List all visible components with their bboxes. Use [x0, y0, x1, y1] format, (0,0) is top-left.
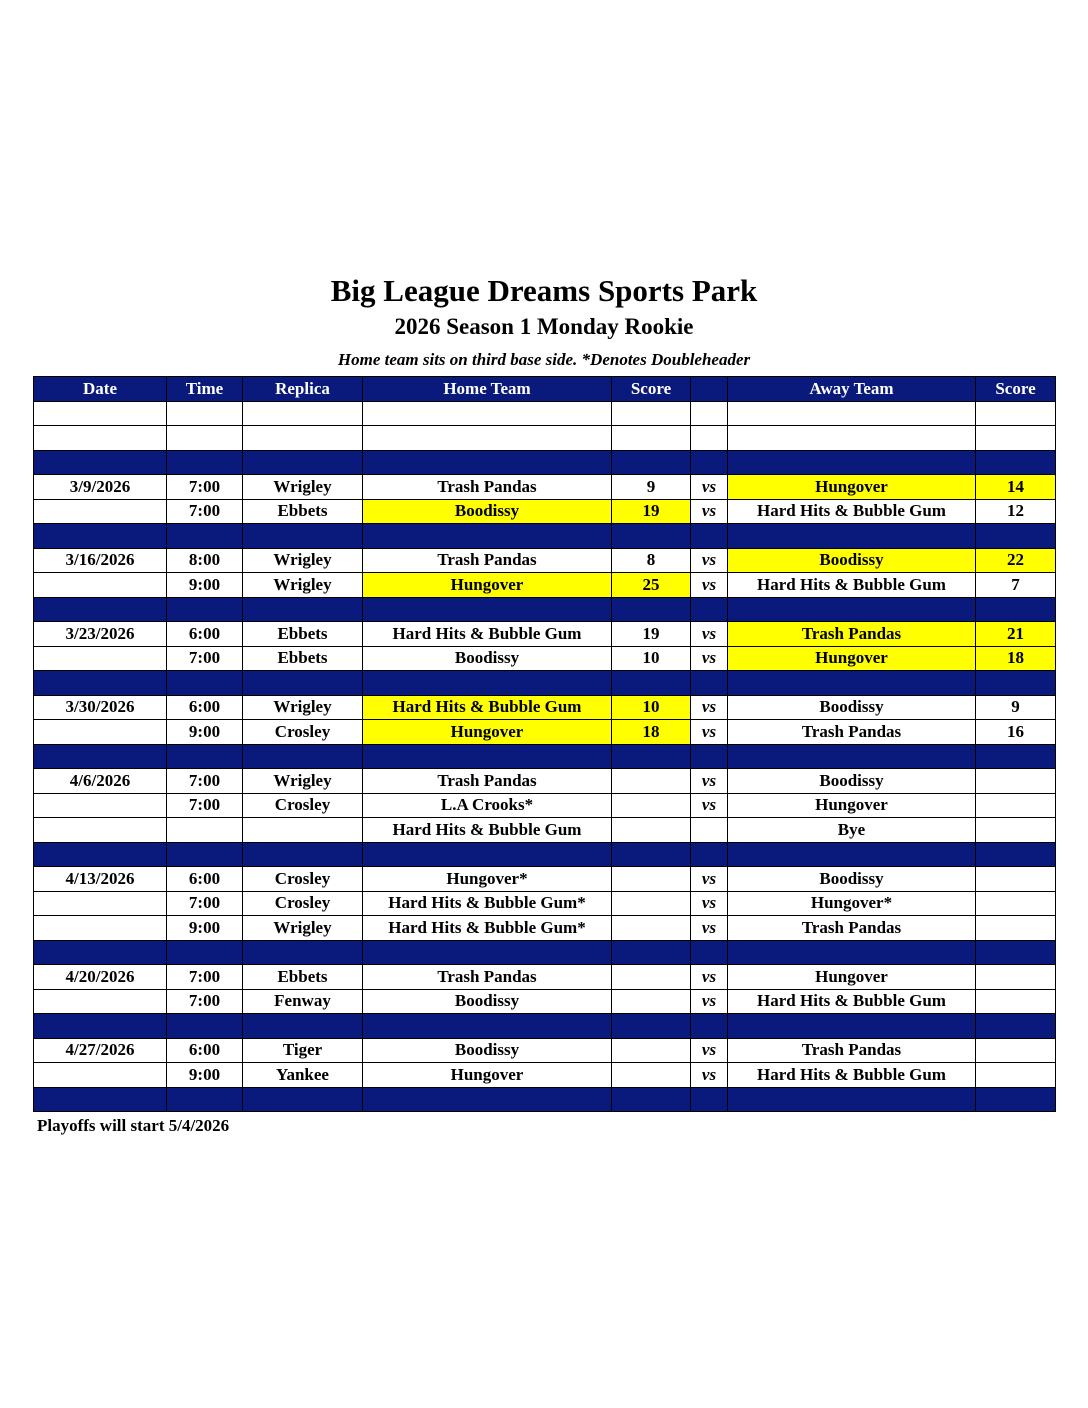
- cell-home-team: [363, 450, 612, 475]
- game-row: [34, 646, 1056, 671]
- cell-away-team: Hard Hits & Bubble Gum: [728, 499, 976, 524]
- cell-replica: [243, 401, 363, 426]
- cell-vs: vs: [691, 793, 728, 818]
- col-header-home-team: Home Team: [363, 377, 612, 402]
- cell-vs: vs: [691, 891, 728, 916]
- cell-time: [167, 1014, 243, 1039]
- cell-away-score: [976, 450, 1056, 475]
- cell-vs: [691, 524, 728, 549]
- cell-replica: Yankee: [243, 1063, 363, 1088]
- cell-away-team: Hungover: [728, 475, 976, 500]
- cell-away-team: [728, 1087, 976, 1112]
- cell-away-score: [976, 524, 1056, 549]
- cell-vs: vs: [691, 646, 728, 671]
- cell-vs: vs: [691, 499, 728, 524]
- cell-date: [34, 1014, 167, 1039]
- cell-home-score: [612, 769, 691, 794]
- cell-vs: [691, 450, 728, 475]
- cell-home-score: [612, 842, 691, 867]
- cell-time: 6:00: [167, 695, 243, 720]
- cell-time: 6:00: [167, 867, 243, 892]
- schedule-table: [33, 376, 1056, 1112]
- cell-replica: Tiger: [243, 1038, 363, 1063]
- cell-home-score: [612, 1087, 691, 1112]
- cell-away-score: [976, 597, 1056, 622]
- game-row: [34, 1038, 1056, 1063]
- cell-date: [34, 720, 167, 745]
- cell-time: [167, 940, 243, 965]
- game-row: [34, 573, 1056, 598]
- cell-home-score: 25: [612, 573, 691, 598]
- cell-away-score: [976, 916, 1056, 941]
- game-row: [34, 769, 1056, 794]
- cell-time: 9:00: [167, 916, 243, 941]
- cell-away-score: 12: [976, 499, 1056, 524]
- cell-away-score: [976, 793, 1056, 818]
- cell-away-score: [976, 744, 1056, 769]
- cell-vs: [691, 671, 728, 696]
- game-row: [34, 891, 1056, 916]
- game-row: [34, 867, 1056, 892]
- cell-replica: Crosley: [243, 720, 363, 745]
- cell-date: [34, 842, 167, 867]
- cell-replica: [243, 524, 363, 549]
- cell-vs: [691, 426, 728, 451]
- cell-time: 7:00: [167, 475, 243, 500]
- cell-replica: Crosley: [243, 891, 363, 916]
- cell-time: 7:00: [167, 646, 243, 671]
- cell-time: 7:00: [167, 989, 243, 1014]
- cell-away-score: 14: [976, 475, 1056, 500]
- cell-away-team: Hard Hits & Bubble Gum: [728, 1063, 976, 1088]
- cell-away-team: [728, 940, 976, 965]
- cell-home-score: [612, 401, 691, 426]
- cell-home-score: [612, 671, 691, 696]
- cell-vs: vs: [691, 695, 728, 720]
- separator-row: [34, 1014, 1056, 1039]
- game-row: [34, 965, 1056, 990]
- cell-away-team: [728, 671, 976, 696]
- cell-time: [167, 818, 243, 843]
- col-header-away-team: Away Team: [728, 377, 976, 402]
- cell-vs: [691, 1087, 728, 1112]
- cell-replica: [243, 597, 363, 622]
- cell-away-team: Boodissy: [728, 769, 976, 794]
- cell-time: [167, 401, 243, 426]
- cell-replica: Wrigley: [243, 769, 363, 794]
- game-row: [34, 818, 1056, 843]
- col-header-home-score: Score: [612, 377, 691, 402]
- cell-away-score: [976, 940, 1056, 965]
- cell-home-team: [363, 671, 612, 696]
- separator-row: [34, 940, 1056, 965]
- cell-home-score: [612, 818, 691, 843]
- cell-home-team: Boodissy: [363, 1038, 612, 1063]
- cell-vs: [691, 818, 728, 843]
- cell-away-team: Hungover*: [728, 891, 976, 916]
- blank-row: [34, 401, 1056, 426]
- cell-vs: [691, 1014, 728, 1039]
- cell-date: [34, 499, 167, 524]
- page-title: Big League Dreams Sports Park: [330, 273, 758, 308]
- game-row: [34, 916, 1056, 941]
- cell-home-score: [612, 1038, 691, 1063]
- cell-away-score: 22: [976, 548, 1056, 573]
- cell-date: 3/16/2026: [34, 548, 167, 573]
- cell-away-score: 7: [976, 573, 1056, 598]
- cell-time: [167, 597, 243, 622]
- cell-home-score: [612, 524, 691, 549]
- cell-time: 7:00: [167, 965, 243, 990]
- cell-date: 4/13/2026: [34, 867, 167, 892]
- cell-vs: vs: [691, 720, 728, 745]
- cell-home-team: Trash Pandas: [363, 965, 612, 990]
- cell-date: [34, 646, 167, 671]
- cell-home-score: [612, 1014, 691, 1039]
- cell-home-team: Hungover*: [363, 867, 612, 892]
- cell-home-team: [363, 1087, 612, 1112]
- cell-away-score: 16: [976, 720, 1056, 745]
- cell-home-score: [612, 744, 691, 769]
- cell-away-team: Hard Hits & Bubble Gum: [728, 989, 976, 1014]
- separator-row: [34, 450, 1056, 475]
- cell-date: 4/27/2026: [34, 1038, 167, 1063]
- cell-date: [34, 1087, 167, 1112]
- cell-home-score: [612, 965, 691, 990]
- cell-vs: [691, 401, 728, 426]
- cell-home-team: Hard Hits & Bubble Gum: [363, 818, 612, 843]
- cell-replica: [243, 940, 363, 965]
- cell-away-team: [728, 842, 976, 867]
- cell-home-team: Boodissy: [363, 989, 612, 1014]
- cell-home-score: [612, 989, 691, 1014]
- cell-away-score: [976, 989, 1056, 1014]
- cell-date: [34, 524, 167, 549]
- cell-away-team: Hungover: [728, 965, 976, 990]
- cell-away-score: [976, 401, 1056, 426]
- cell-vs: vs: [691, 1063, 728, 1088]
- cell-date: [34, 671, 167, 696]
- cell-away-score: [976, 426, 1056, 451]
- cell-time: 6:00: [167, 1038, 243, 1063]
- game-row: [34, 989, 1056, 1014]
- cell-away-score: [976, 891, 1056, 916]
- cell-replica: Ebbets: [243, 646, 363, 671]
- cell-date: [34, 940, 167, 965]
- cell-date: 4/20/2026: [34, 965, 167, 990]
- cell-home-score: 18: [612, 720, 691, 745]
- cell-away-score: [976, 842, 1056, 867]
- cell-away-team: Trash Pandas: [728, 720, 976, 745]
- cell-away-team: Hungover: [728, 646, 976, 671]
- col-header-date: Date: [34, 377, 167, 402]
- separator-row: [34, 842, 1056, 867]
- cell-replica: Wrigley: [243, 573, 363, 598]
- cell-date: [34, 989, 167, 1014]
- cell-home-team: [363, 1014, 612, 1039]
- cell-replica: Wrigley: [243, 916, 363, 941]
- cell-vs: vs: [691, 916, 728, 941]
- cell-home-score: [612, 450, 691, 475]
- cell-time: [167, 1087, 243, 1112]
- cell-home-team: Hard Hits & Bubble Gum: [363, 622, 612, 647]
- cell-vs: vs: [691, 965, 728, 990]
- cell-date: [34, 891, 167, 916]
- game-row: [34, 793, 1056, 818]
- cell-vs: [691, 597, 728, 622]
- cell-home-team: Hungover: [363, 720, 612, 745]
- col-header-vs: [691, 377, 728, 402]
- game-row: [34, 1063, 1056, 1088]
- cell-vs: vs: [691, 867, 728, 892]
- cell-vs: vs: [691, 573, 728, 598]
- cell-replica: Wrigley: [243, 475, 363, 500]
- cell-date: [34, 573, 167, 598]
- cell-away-team: Boodissy: [728, 548, 976, 573]
- cell-home-team: Boodissy: [363, 646, 612, 671]
- cell-date: [34, 818, 167, 843]
- game-row: [34, 548, 1056, 573]
- cell-replica: Crosley: [243, 793, 363, 818]
- cell-home-team: Hungover: [363, 1063, 612, 1088]
- separator-row: [34, 597, 1056, 622]
- cell-time: 7:00: [167, 793, 243, 818]
- cell-time: 9:00: [167, 1063, 243, 1088]
- game-row: [34, 499, 1056, 524]
- cell-home-team: [363, 524, 612, 549]
- cell-away-score: [976, 1038, 1056, 1063]
- cell-away-team: [728, 524, 976, 549]
- cell-time: 9:00: [167, 573, 243, 598]
- cell-home-score: 19: [612, 622, 691, 647]
- cell-replica: [243, 818, 363, 843]
- cell-away-score: [976, 867, 1056, 892]
- cell-home-team: [363, 842, 612, 867]
- cell-home-team: Hard Hits & Bubble Gum*: [363, 891, 612, 916]
- cell-away-score: 18: [976, 646, 1056, 671]
- cell-replica: Crosley: [243, 867, 363, 892]
- cell-date: [34, 401, 167, 426]
- cell-away-team: [728, 744, 976, 769]
- cell-away-team: [728, 426, 976, 451]
- cell-date: 4/6/2026: [34, 769, 167, 794]
- cell-replica: [243, 671, 363, 696]
- page-subtitle: 2026 Season 1 Monday Rookie: [394, 314, 694, 339]
- game-row: [34, 475, 1056, 500]
- cell-date: [34, 1063, 167, 1088]
- separator-row: [34, 1087, 1056, 1112]
- cell-time: 9:00: [167, 720, 243, 745]
- cell-away-score: 9: [976, 695, 1056, 720]
- cell-home-score: [612, 940, 691, 965]
- cell-replica: [243, 744, 363, 769]
- playoffs-note: Playoffs will start 5/4/2026: [37, 1116, 230, 1135]
- cell-vs: vs: [691, 622, 728, 647]
- cell-replica: Ebbets: [243, 965, 363, 990]
- cell-replica: [243, 1014, 363, 1039]
- cell-home-score: [612, 891, 691, 916]
- cell-replica: [243, 842, 363, 867]
- cell-time: [167, 744, 243, 769]
- cell-home-team: Hard Hits & Bubble Gum*: [363, 916, 612, 941]
- cell-time: [167, 671, 243, 696]
- cell-date: 3/30/2026: [34, 695, 167, 720]
- cell-date: [34, 597, 167, 622]
- cell-date: [34, 426, 167, 451]
- cell-away-team: Boodissy: [728, 695, 976, 720]
- cell-date: [34, 916, 167, 941]
- separator-row: [34, 671, 1056, 696]
- cell-vs: vs: [691, 548, 728, 573]
- game-row: [34, 695, 1056, 720]
- col-header-away-score: Score: [976, 377, 1056, 402]
- cell-home-score: 10: [612, 695, 691, 720]
- cell-time: 7:00: [167, 891, 243, 916]
- cell-away-team: Trash Pandas: [728, 916, 976, 941]
- cell-vs: vs: [691, 769, 728, 794]
- cell-away-score: [976, 1014, 1056, 1039]
- cell-time: 8:00: [167, 548, 243, 573]
- cell-date: [34, 793, 167, 818]
- cell-home-team: [363, 426, 612, 451]
- schedule-note: Home team sits on third base side. *Denotes Doubleheader: [337, 350, 751, 369]
- cell-away-team: Hungover: [728, 793, 976, 818]
- cell-time: 6:00: [167, 622, 243, 647]
- cell-home-score: 9: [612, 475, 691, 500]
- cell-away-team: Hard Hits & Bubble Gum: [728, 573, 976, 598]
- cell-time: [167, 842, 243, 867]
- cell-away-team: [728, 597, 976, 622]
- cell-vs: [691, 744, 728, 769]
- cell-time: [167, 426, 243, 451]
- cell-home-team: [363, 597, 612, 622]
- cell-date: 3/23/2026: [34, 622, 167, 647]
- cell-away-team: [728, 1014, 976, 1039]
- cell-away-score: [976, 769, 1056, 794]
- cell-home-team: Hungover: [363, 573, 612, 598]
- cell-away-team: Boodissy: [728, 867, 976, 892]
- cell-home-team: [363, 744, 612, 769]
- blank-row: [34, 426, 1056, 451]
- cell-home-score: [612, 793, 691, 818]
- cell-home-score: 8: [612, 548, 691, 573]
- cell-home-score: [612, 1063, 691, 1088]
- cell-away-team: [728, 401, 976, 426]
- cell-home-score: [612, 597, 691, 622]
- cell-date: [34, 450, 167, 475]
- separator-row: [34, 744, 1056, 769]
- separator-row: [34, 524, 1056, 549]
- game-row: [34, 720, 1056, 745]
- cell-replica: Wrigley: [243, 695, 363, 720]
- cell-away-team: Trash Pandas: [728, 622, 976, 647]
- cell-home-team: Trash Pandas: [363, 769, 612, 794]
- cell-replica: [243, 426, 363, 451]
- cell-vs: vs: [691, 1038, 728, 1063]
- cell-replica: [243, 450, 363, 475]
- cell-away-score: [976, 965, 1056, 990]
- schedule-body: [34, 401, 1056, 1112]
- cell-time: 7:00: [167, 499, 243, 524]
- cell-home-team: Boodissy: [363, 499, 612, 524]
- cell-away-team: [728, 450, 976, 475]
- cell-vs: [691, 842, 728, 867]
- cell-replica: [243, 1087, 363, 1112]
- cell-vs: vs: [691, 475, 728, 500]
- cell-time: 7:00: [167, 769, 243, 794]
- cell-replica: Wrigley: [243, 548, 363, 573]
- cell-replica: Fenway: [243, 989, 363, 1014]
- cell-home-team: Trash Pandas: [363, 548, 612, 573]
- cell-home-score: [612, 426, 691, 451]
- col-header-time: Time: [167, 377, 243, 402]
- cell-away-score: [976, 1087, 1056, 1112]
- cell-replica: Ebbets: [243, 499, 363, 524]
- cell-vs: vs: [691, 989, 728, 1014]
- cell-home-score: 19: [612, 499, 691, 524]
- cell-away-score: [976, 671, 1056, 696]
- cell-home-team: Hard Hits & Bubble Gum: [363, 695, 612, 720]
- cell-time: [167, 450, 243, 475]
- col-header-replica: Replica: [243, 377, 363, 402]
- cell-vs: [691, 940, 728, 965]
- cell-away-score: 21: [976, 622, 1056, 647]
- cell-home-score: [612, 916, 691, 941]
- cell-away-score: [976, 818, 1056, 843]
- cell-date: 3/9/2026: [34, 475, 167, 500]
- cell-home-team: [363, 401, 612, 426]
- cell-away-team: Bye: [728, 818, 976, 843]
- cell-replica: Ebbets: [243, 622, 363, 647]
- cell-home-score: [612, 867, 691, 892]
- cell-home-team: L.A Crooks*: [363, 793, 612, 818]
- cell-home-team: Trash Pandas: [363, 475, 612, 500]
- header-row: [34, 377, 1056, 402]
- cell-time: [167, 524, 243, 549]
- cell-away-score: [976, 1063, 1056, 1088]
- cell-date: [34, 744, 167, 769]
- game-row: [34, 622, 1056, 647]
- cell-away-team: Trash Pandas: [728, 1038, 976, 1063]
- cell-home-score: 10: [612, 646, 691, 671]
- cell-home-team: [363, 940, 612, 965]
